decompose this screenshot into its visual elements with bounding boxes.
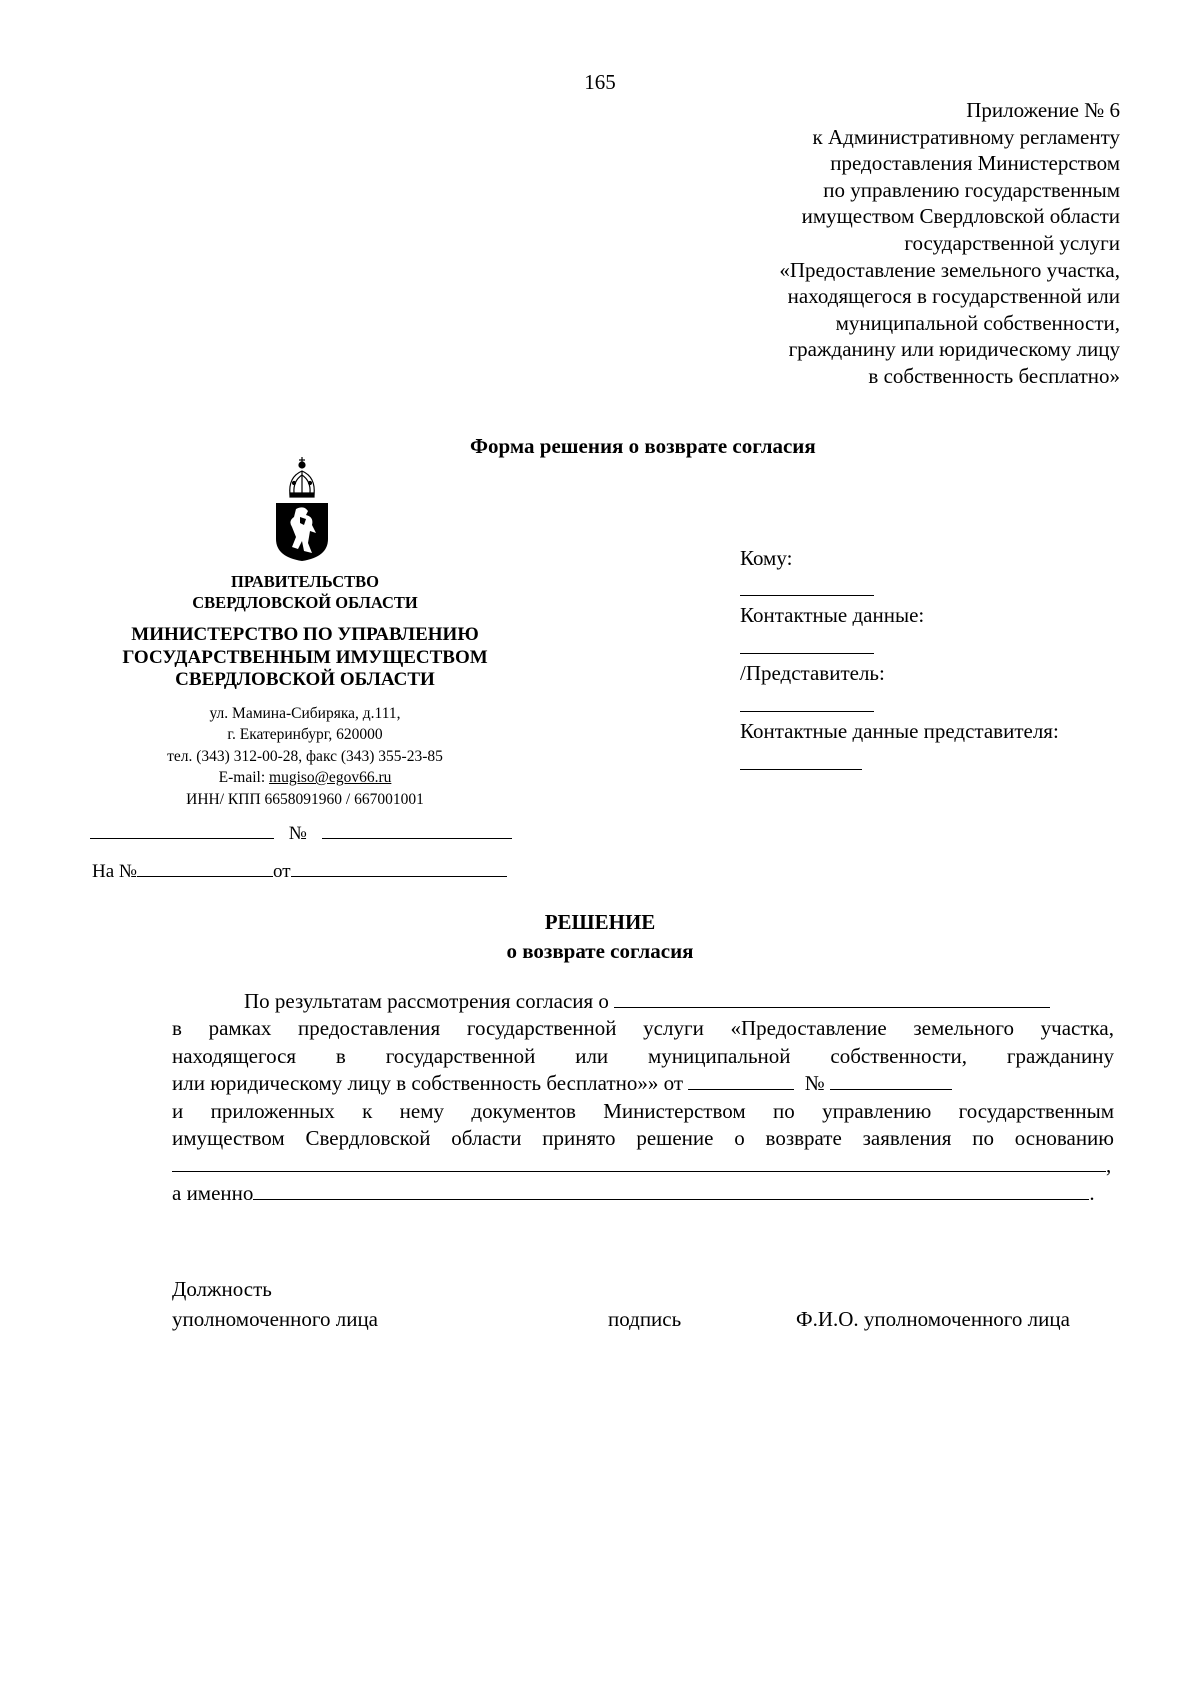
to-blank — [740, 595, 874, 597]
appendix-line: находящегося в государственной или — [787, 284, 1120, 309]
recipient-block — [740, 544, 1059, 771]
gov-line: ПРАВИТЕЛЬСТВО — [231, 572, 379, 591]
appendix-line: предоставления Министерством — [830, 151, 1120, 176]
number-sign: № — [288, 823, 307, 844]
body-line: имуществом Свердловской области принято решение о возврате заявления по основанию — [172, 1126, 1114, 1151]
basis-blank — [172, 1153, 1106, 1172]
phone-line: тел. (343) 312-00-28, факс (343) 355-23-85 — [167, 747, 443, 765]
inn-line: ИНН/ КПП 6658091960 / 667001001 — [186, 790, 424, 808]
body-line: находящегося в государственной или муниципальной собственности, гражданину — [172, 1043, 1114, 1068]
outgoing-number-row — [90, 818, 512, 845]
reason-blank — [253, 1181, 1089, 1200]
ministry-line: СВЕРДЛОВСКОЙ ОБЛАСТИ — [175, 669, 435, 690]
body-line: или юридическому лицу в собственность бесплатно»» от № — [172, 1070, 1114, 1097]
application-number-blank — [830, 1071, 952, 1090]
appendix-line: к Административному регламенту — [812, 124, 1120, 149]
decision-subtitle: о возврате согласия — [506, 939, 694, 963]
body-line: в рамках предоставления государственной услуги «Предоставление земельного участка, — [172, 1016, 1114, 1041]
ministry-address — [90, 703, 520, 810]
ministry-name — [90, 624, 520, 692]
representative-label: /Представитель: — [740, 661, 885, 685]
contacts-label: Контактные данные: — [740, 603, 925, 627]
appendix-line: в собственность бесплатно» — [868, 363, 1120, 388]
appendix-line: имуществом Свердловской области — [801, 204, 1120, 229]
rep-contacts-label: Контактные данные представителя: — [740, 719, 1059, 743]
email-label: E-mail: — [218, 769, 270, 787]
ref-date-blank — [291, 856, 507, 877]
government-name — [90, 571, 520, 613]
appendix-line: по управлению государственным — [823, 177, 1120, 202]
coat-of-arms-icon — [270, 453, 334, 563]
body-line: а именно . — [172, 1180, 1095, 1205]
appendix-line: государственной услуги — [904, 230, 1120, 255]
appendix-line: «Предоставление земельного участка, — [779, 257, 1120, 282]
reference-row — [92, 856, 507, 883]
to-label: Кому: — [740, 546, 793, 570]
decision-heading — [0, 908, 1200, 966]
form-title: Форма решения о возврате согласия — [470, 434, 816, 458]
name-label: Ф.И.О. уполномоченного лица — [796, 1307, 1070, 1331]
appendix-header — [560, 97, 1120, 390]
signature-label: подпись — [608, 1307, 682, 1331]
appendix-line: гражданину или юридическому лицу — [788, 337, 1120, 362]
ref-from-label: от — [273, 861, 291, 882]
position-line: Должность — [172, 1277, 272, 1301]
appendix-line: муниципальной собственности, — [835, 310, 1120, 335]
position-line: уполномоченного лица — [172, 1307, 379, 1331]
email-line — [90, 767, 520, 788]
signatory-position — [172, 1274, 378, 1334]
appendix-line: Приложение № 6 — [966, 98, 1120, 122]
consent-subject-blank — [614, 989, 1050, 1008]
address-line: г. Екатеринбург, 620000 — [227, 726, 383, 744]
contacts-blank — [740, 653, 874, 655]
ref-number-blank — [137, 856, 273, 877]
decision-title: РЕШЕНИЕ — [544, 910, 656, 934]
gov-line: СВЕРДЛОВСКОЙ ОБЛАСТИ — [192, 593, 418, 612]
body-line: По результатам рассмотрения согласия о — [172, 988, 1114, 1015]
rep-contacts-blank — [740, 769, 862, 771]
page-number: 165 — [584, 70, 616, 94]
date-blank — [90, 818, 274, 839]
ref-prefix: На № — [92, 861, 138, 882]
body-line: , — [172, 1152, 1114, 1179]
ministry-line: ГОСУДАРСТВЕННЫМ ИМУЩЕСТВОМ — [122, 646, 488, 668]
representative-blank — [740, 711, 874, 713]
decision-body — [172, 988, 1114, 1207]
ministry-line: МИНИСТЕРСТВО ПО УПРАВЛЕНИЮ — [131, 624, 479, 645]
email-link[interactable]: mugiso@egov66.ru — [269, 769, 392, 787]
address-line: ул. Мамина-Сибиряка, д.111, — [209, 705, 401, 722]
body-line: и приложенных к нему документов Министерством по управлению государственным — [172, 1098, 1114, 1123]
number-blank — [322, 818, 512, 839]
application-date-blank — [688, 1071, 794, 1090]
